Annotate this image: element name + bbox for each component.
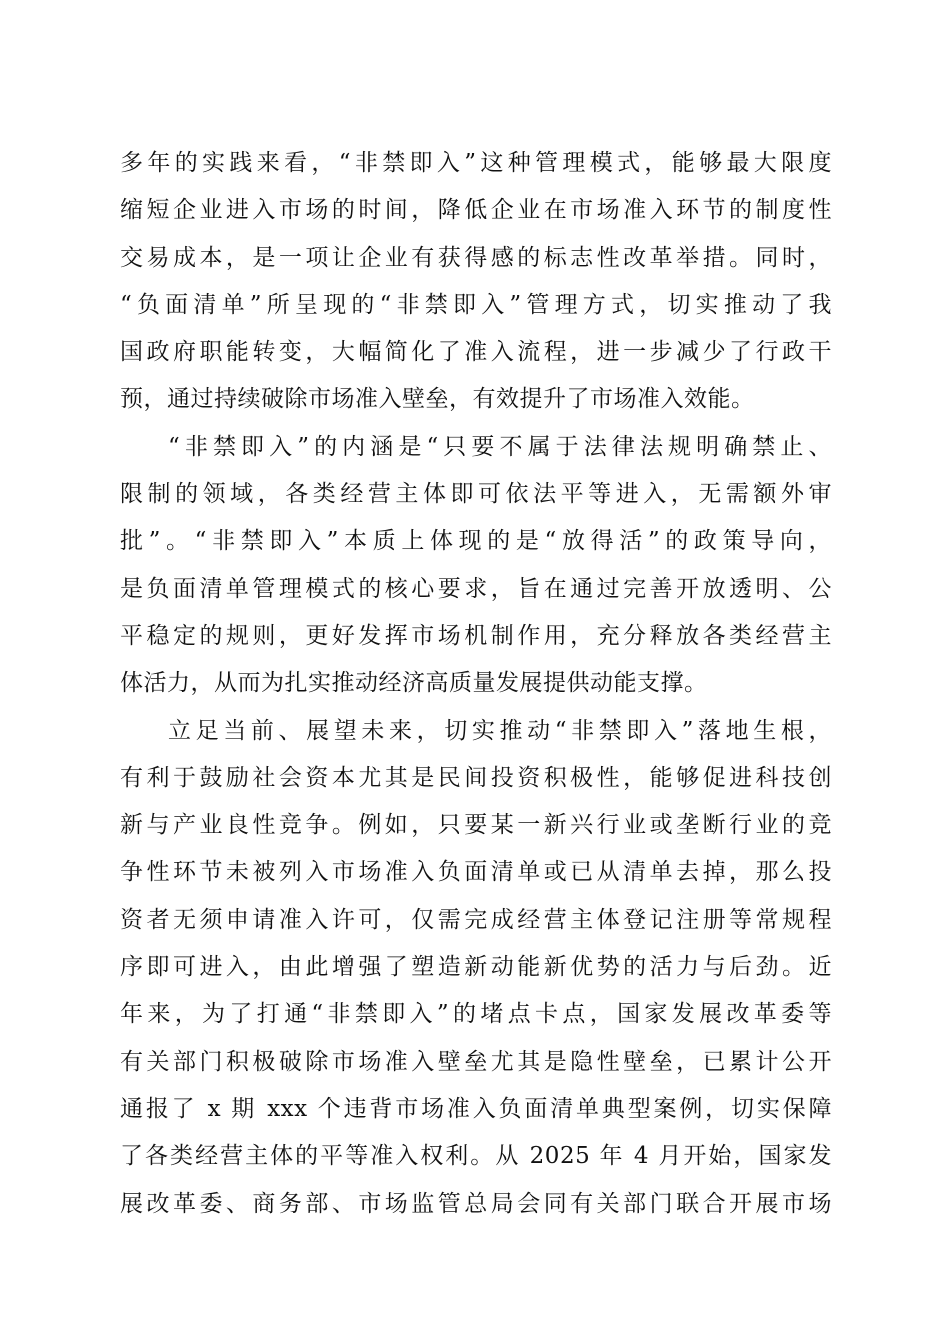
text-line: 争性环节未被列入市场准入负面清单或已从清单去掉，那么投 — [120, 859, 832, 886]
text-line: 交易成本，是一项让企业有获得感的标志性改革举措。同时， — [120, 244, 832, 271]
text-line: 通报了 x 期 xxx 个违背市场准入负面清单典型案例，切实保障 — [120, 1095, 832, 1122]
text-line: 预，通过持续破除市场准入壁垒，有效提升了市场准入效能。 — [120, 386, 755, 413]
paragraph-first-line: 立足当前、展望未来，切实推动“非禁即入”落地生根， — [168, 717, 832, 744]
text-line: 展改革委、商务部、市场监管总局会同有关部门联合开展市场 — [120, 1190, 832, 1217]
text-line: “负面清单”所呈现的“非禁即入”管理方式，切实推动了我 — [120, 291, 832, 318]
text-line: 平稳定的规则，更好发挥市场机制作用，充分释放各类经营主 — [120, 622, 832, 649]
body-text — [120, 140, 832, 1228]
text-line: 是负面清单管理模式的核心要求，旨在通过完善开放透明、公 — [120, 575, 832, 602]
text-line: 缩短企业进入市场的时间，降低企业在市场准入环节的制度性 — [120, 197, 832, 224]
text-line: 有利于鼓励社会资本尤其是民间投资积极性，能够促进科技创 — [120, 764, 832, 791]
text-line: 国政府职能转变，大幅简化了准入流程，进一步减少了行政干 — [120, 339, 832, 366]
text-line: 多年的实践来看，“非禁即入”这种管理模式，能够最大限度 — [120, 150, 832, 176]
text-line: 批”。“非禁即入”本质上体现的是“放得活”的政策导向， — [120, 528, 832, 555]
text-line: 年来，为了打通“非禁即入”的堵点卡点，国家发展改革委等 — [120, 1001, 832, 1028]
text-line: 新与产业良性竞争。例如，只要某一新兴行业或垄断行业的竞 — [120, 812, 832, 839]
paragraph-first-line: “非禁即入”的内涵是“只要不属于法律法规明确禁止、 — [168, 433, 832, 460]
text-line: 序即可进入，由此增强了塑造新动能新优势的活力与后劲。近 — [120, 954, 832, 981]
text-line: 限制的领域，各类经营主体即可依法平等进入，无需额外审 — [120, 481, 832, 508]
text-line: 体活力，从而为扎实推动经济高质量发展提供动能支撑。 — [120, 670, 708, 697]
text-line: 了各类经营主体的平等准入权利。从 2025 年 4 月开始，国家发 — [120, 1143, 832, 1170]
text-line: 有关部门积极破除市场准入壁垒尤其是隐性壁垒，已累计公开 — [120, 1048, 832, 1075]
text-line: 资者无须申请准入许可，仅需完成经营主体登记注册等常规程 — [120, 906, 832, 933]
